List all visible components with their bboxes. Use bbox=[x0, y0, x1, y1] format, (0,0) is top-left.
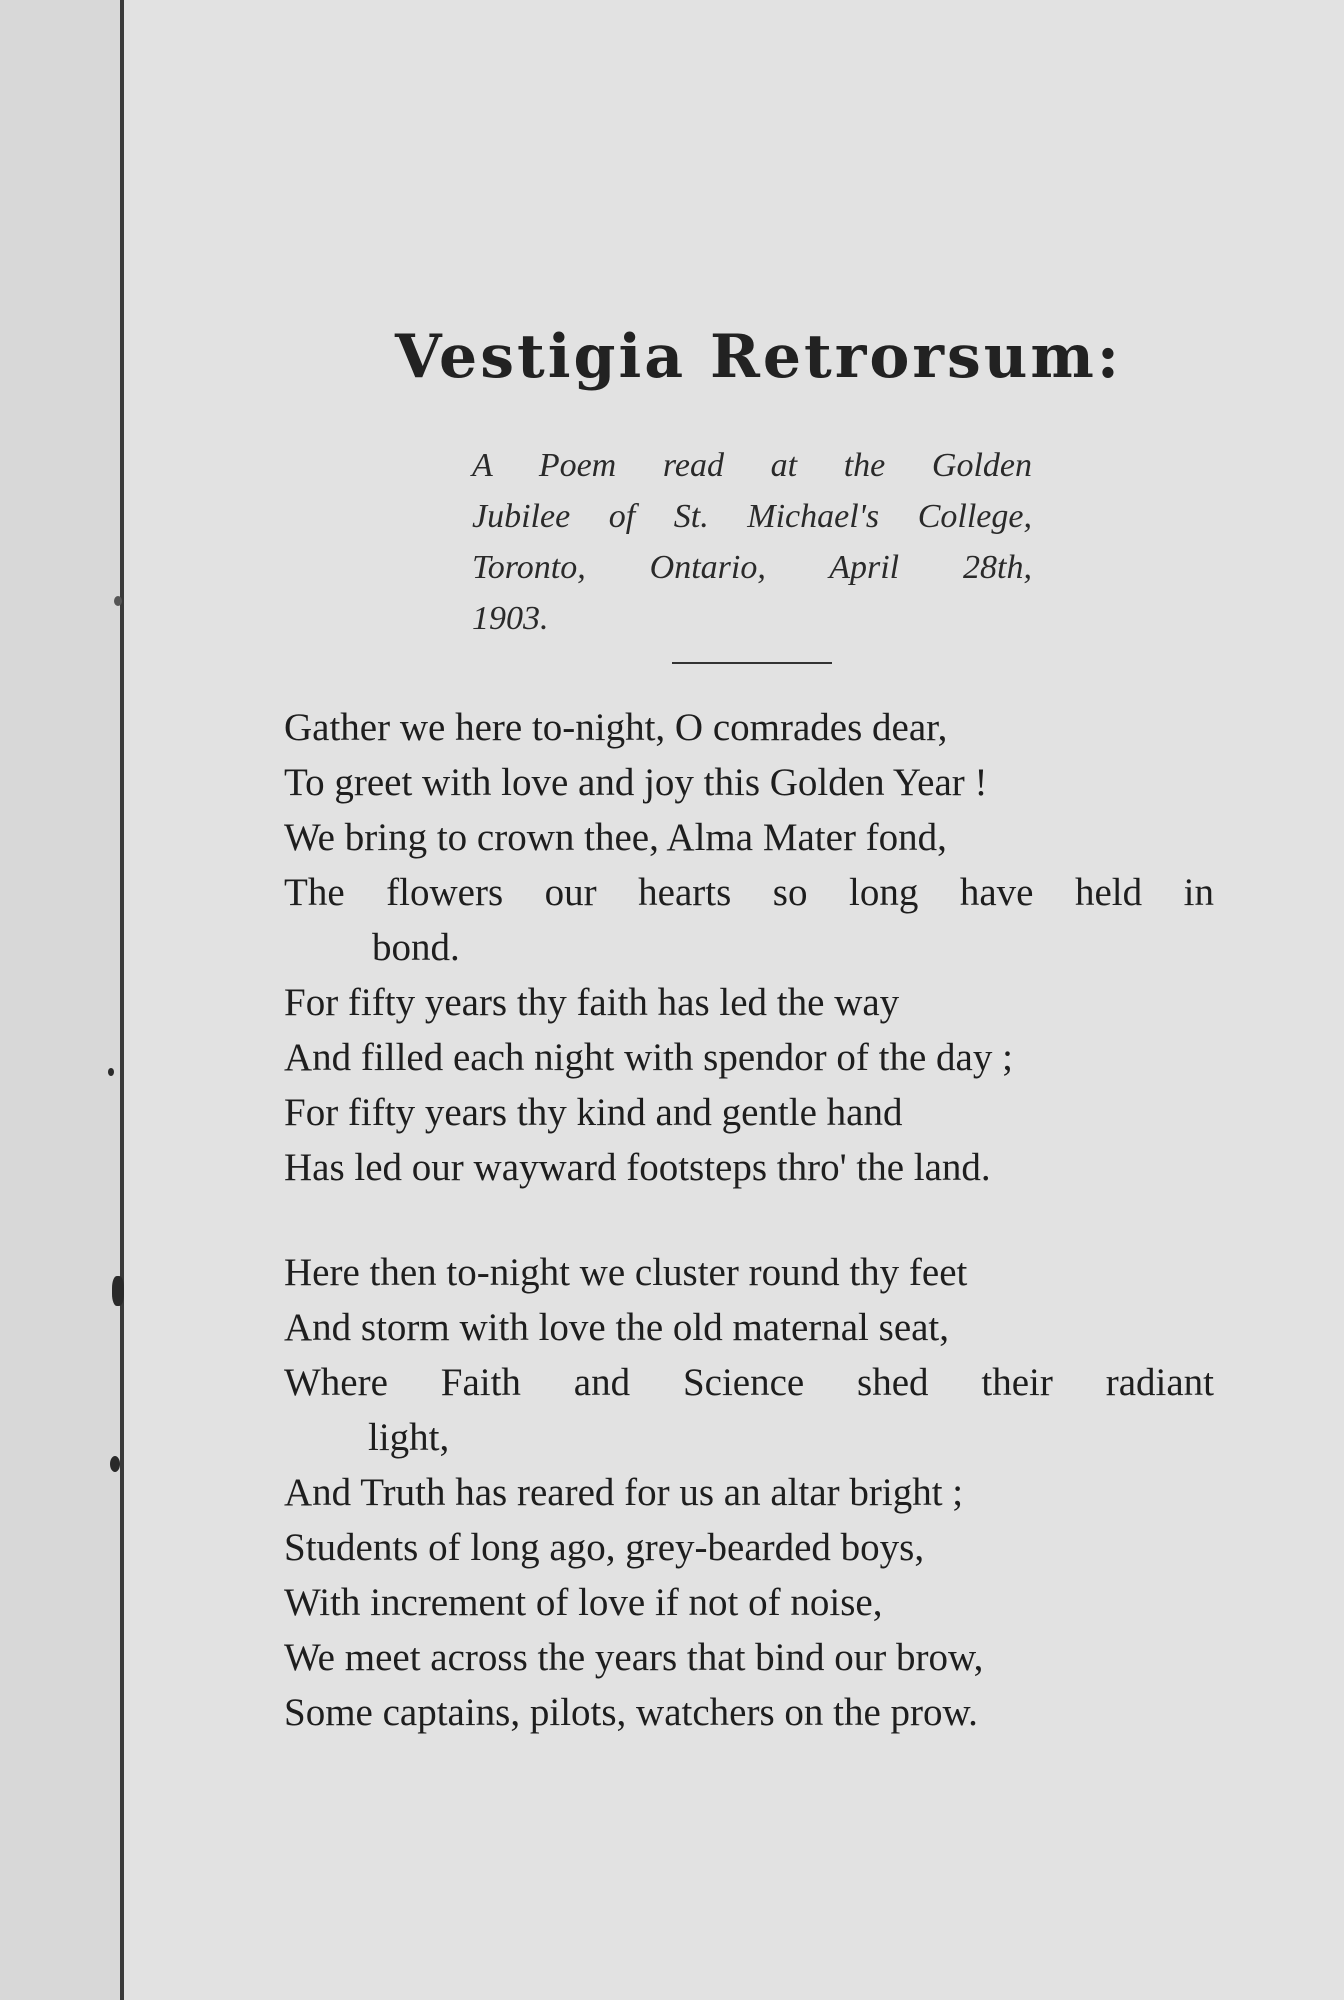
verse-line: Has led our wayward footsteps thro' the land. bbox=[284, 1146, 991, 1189]
poem-title: Vestigia Retrorsum: bbox=[395, 322, 1123, 392]
verse-line: And Truth has reared for us an altar bright ; bbox=[284, 1471, 964, 1514]
stanza-1 bbox=[284, 700, 1214, 1195]
subtitle-line: 1903. bbox=[472, 600, 549, 637]
verse-line: Some captains, pilots, watchers on the prow. bbox=[284, 1691, 978, 1734]
verse-line: With increment of love if not of noise, bbox=[284, 1581, 883, 1624]
stanza-2 bbox=[284, 1245, 1214, 1740]
verse-line: We meet across the years that bind our brow, bbox=[284, 1636, 984, 1679]
subtitle-line: Toronto, Ontario, April 28th, bbox=[472, 549, 1032, 586]
verse-line: We bring to crown thee, Alma Mater fond, bbox=[284, 816, 947, 859]
ink-speck bbox=[108, 1068, 114, 1076]
verse-line-continuation: light, bbox=[368, 1416, 450, 1459]
verse-line: The flowers our hearts so long have held in bbox=[284, 871, 1214, 914]
verse-line: To greet with love and joy this Golden Year ! bbox=[284, 761, 988, 804]
subtitle-line: A Poem read at the Golden bbox=[472, 447, 1032, 484]
verse-line-continuation: bond. bbox=[372, 926, 460, 969]
verse-line: For fifty years thy faith has led the way bbox=[284, 981, 900, 1024]
verse-line: And storm with love the old maternal seat, bbox=[284, 1306, 950, 1349]
verse-line: Students of long ago, grey-bearded boys, bbox=[284, 1526, 925, 1569]
ink-speck bbox=[110, 1456, 120, 1472]
poem-subtitle bbox=[472, 440, 1032, 644]
verse-line: And filled each night with spendor of the day ; bbox=[284, 1036, 1013, 1079]
ink-speck bbox=[112, 1276, 124, 1306]
subtitle-line: Jubilee of St. Michael's College, bbox=[472, 498, 1032, 535]
verse-line: Here then to-night we cluster round thy feet bbox=[284, 1251, 968, 1294]
verse-line: Gather we here to-night, O comrades dear, bbox=[284, 706, 948, 749]
left-margin bbox=[0, 0, 124, 2000]
verse-line: Where Faith and Science shed their radiant bbox=[284, 1361, 1214, 1404]
verse-line: For fifty years thy kind and gentle hand bbox=[284, 1091, 903, 1134]
ink-speck bbox=[114, 596, 122, 606]
divider-rule bbox=[672, 662, 832, 664]
